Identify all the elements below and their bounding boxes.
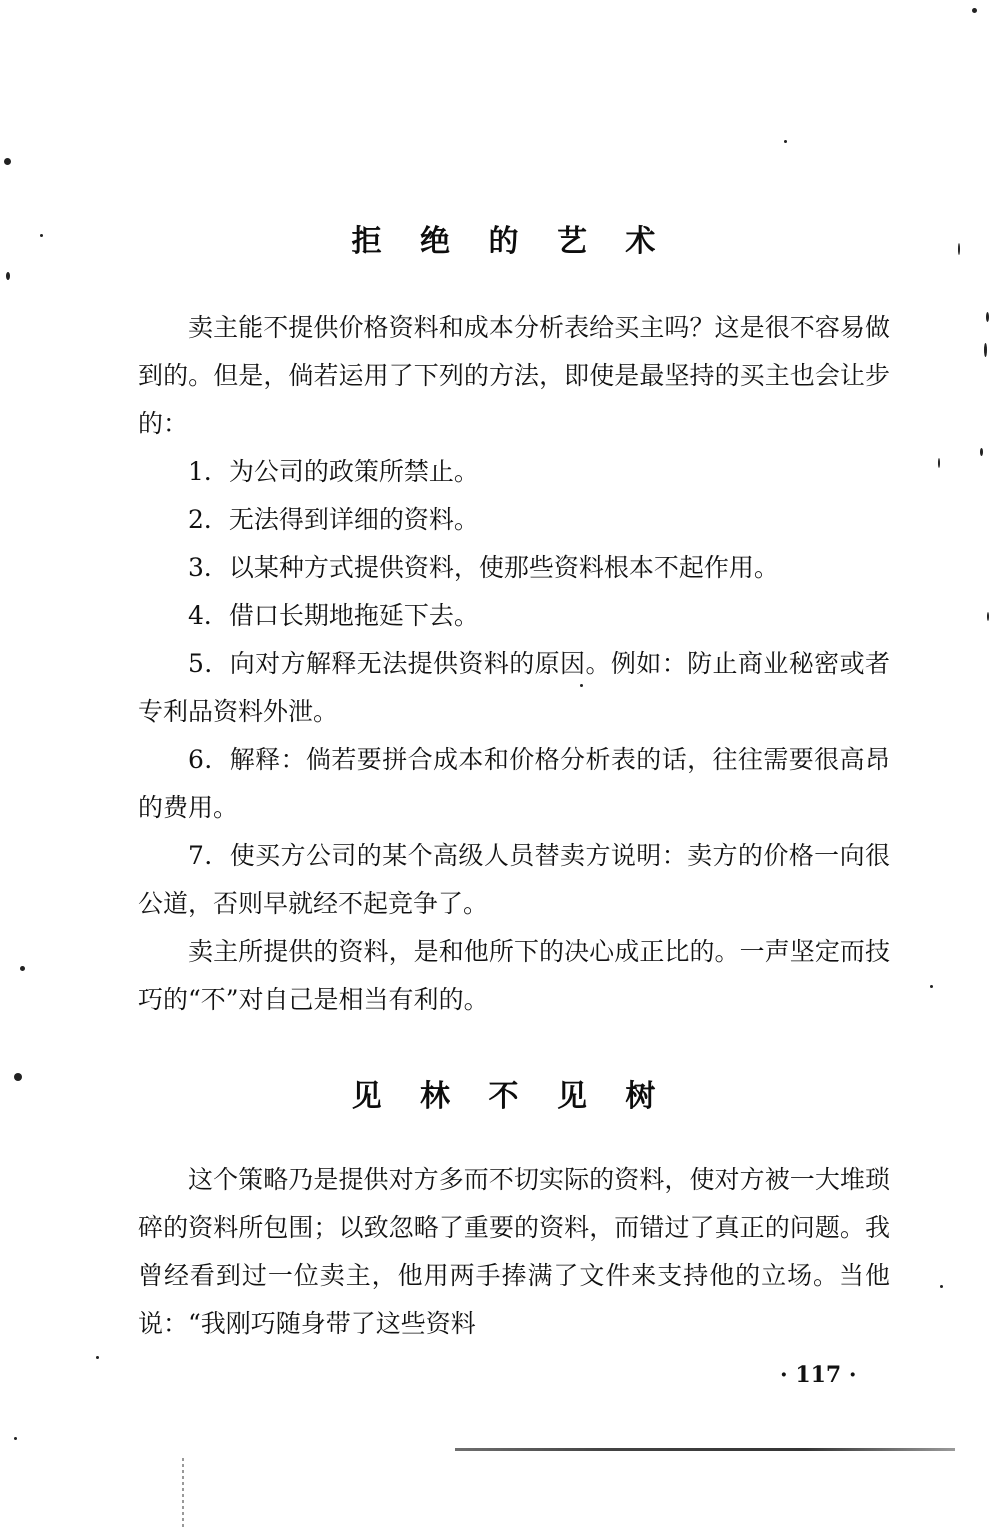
paragraph: 卖主能不提供价格资料和成本分析表给买主吗？这是很不容易做到的。但是，倘若运用了下列的方法，即使是最坚持的买主也会让步的： [138,313,890,438]
section-body-art-of-refusal [138,304,890,1024]
list-item: 7．使买方公司的某个高级人员替卖方说明：卖方的价格一向很公道，否则早就经不起竞争了。 [138,841,890,918]
scan-speck [20,966,25,971]
scan-edge-line [455,1448,955,1451]
scan-speck [40,234,43,237]
scan-speck [14,1073,22,1081]
paragraph: 卖主所提供的资料，是和他所下的决心成正比的。一声坚定而技巧的“不”对自己是相当有利的。 [138,937,890,1014]
scan-speck [784,140,787,143]
list-item: 1．为公司的政策所禁止。 [188,457,479,486]
binding-gutter-mark [182,1458,184,1527]
scan-speck [986,312,989,322]
paragraph: 这个策略乃是提供对方多而不切实际的资料，使对方被一大堆琐碎的资料所包围；以致忽略了重要的资料，而错过了真正的问题。我曾经看到过一位卖主，他用两手捧满了文件来支持他的立场。当他说：“我刚巧随身带了这些资料 [138,1165,890,1338]
list-item: 5．向对方解释无法提供资料的原因。例如：防止商业秘密或者专利品资料外泄。 [138,649,890,726]
section-body-forest-not-trees [138,1156,890,1348]
scan-speck [980,448,983,456]
scan-speck [972,8,977,13]
scan-speck [984,343,987,357]
list-item: 3．以某种方式提供资料，使那些资料根本不起作用。 [188,553,779,582]
section-title-forest-not-trees: 见 林 不 见 树 [351,1079,670,1114]
scan-speck [6,272,10,280]
page-number: · 117 · [780,1362,857,1388]
scan-speck [930,985,933,988]
scan-speck [987,612,989,621]
scan-speck [580,684,583,687]
scan-speck [958,243,960,255]
list-item: 2．无法得到详细的资料。 [188,505,479,534]
scan-speck [938,458,940,468]
scan-speck [96,1356,99,1359]
list-item: 6．解释：倘若要拼合成本和价格分析表的话，往往需要很高昂的费用。 [138,745,890,822]
scan-speck [4,158,11,165]
scan-speck [940,1285,943,1288]
scan-speck [14,1437,17,1440]
section-title-art-of-refusal: 拒 绝 的 艺 术 [351,224,670,259]
list-item: 4．借口长期地拖延下去。 [188,601,479,630]
